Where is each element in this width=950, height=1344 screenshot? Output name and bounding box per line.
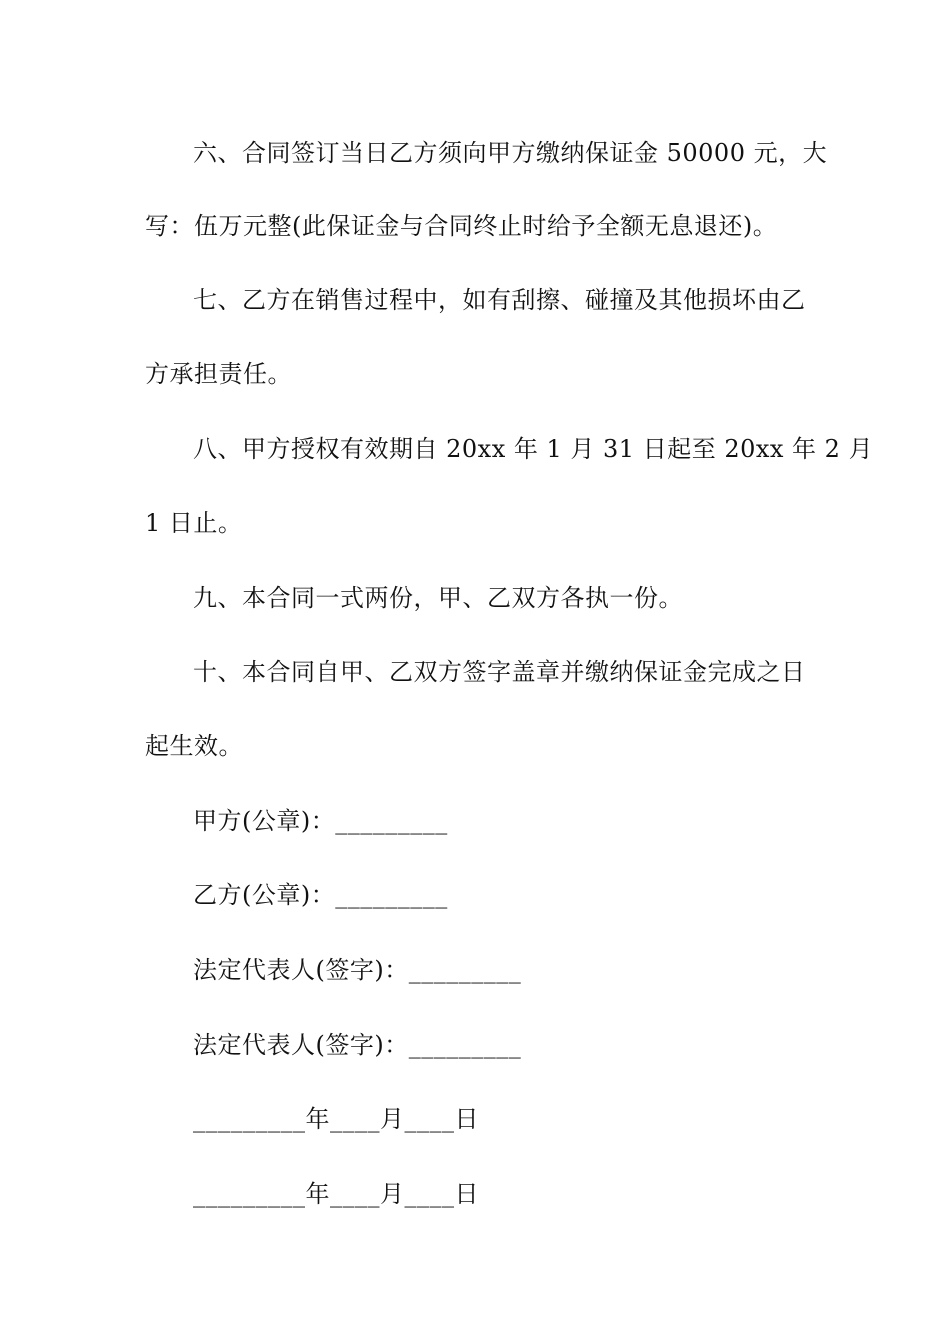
date-line-2: _________年____月____日 bbox=[193, 1180, 479, 1208]
party-b-seal-line: 乙方(公章)：_________ bbox=[193, 881, 448, 909]
date-line-1: _________年____月____日 bbox=[193, 1105, 479, 1133]
legal-rep-signature-line-1: 法定代表人(签字)：_________ bbox=[193, 956, 522, 984]
legal-rep-signature-line-2: 法定代表人(签字)：_________ bbox=[193, 1031, 522, 1059]
party-a-seal-line: 甲方(公章)：_________ bbox=[193, 807, 448, 835]
clause-7-line-1: 七、乙方在销售过程中，如有刮擦、碰撞及其他损坏由乙 bbox=[193, 286, 806, 314]
clause-10-line-2: 起生效。 bbox=[145, 732, 243, 760]
clause-7-line-2: 方承担责任。 bbox=[145, 360, 292, 388]
clause-9-line-1: 九、本合同一式两份，甲、乙双方各执一份。 bbox=[193, 584, 683, 612]
clause-8-line-1: 八、甲方授权有效期自 20xx 年 1 月 31 日起至 20xx 年 2 月 bbox=[193, 435, 874, 463]
clause-6-line-2: 写：伍万元整(此保证金与合同终止时给予全额无息退还)。 bbox=[145, 212, 778, 240]
clause-10-line-1: 十、本合同自甲、乙双方签字盖章并缴纳保证金完成之日 bbox=[193, 658, 806, 686]
clause-8-line-2: 1 日止。 bbox=[145, 509, 243, 537]
clause-6-line-1: 六、合同签订当日乙方须向甲方缴纳保证金 50000 元，大 bbox=[193, 139, 828, 167]
